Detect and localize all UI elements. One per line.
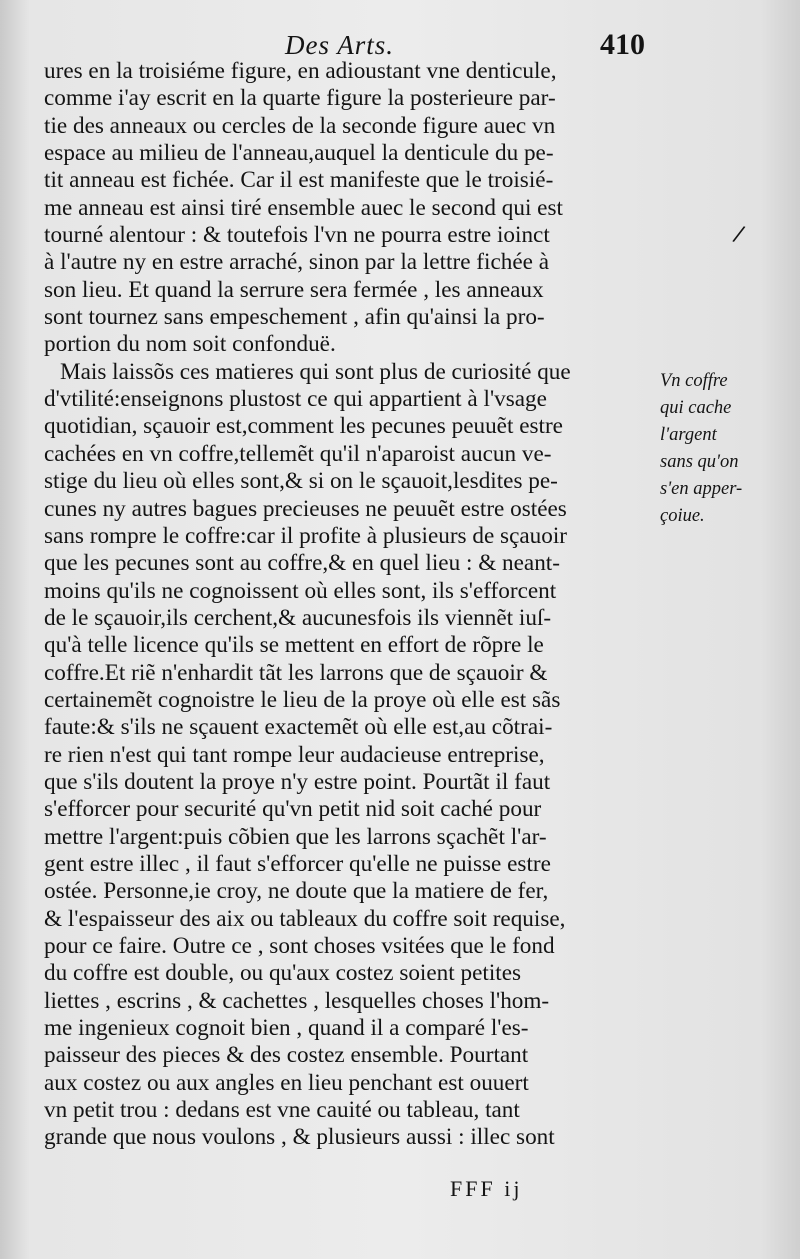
text-line: s'efforcer pour securité qu'vn petit nid soit caché pour <box>44 796 542 823</box>
text-line: que s'ils doutent la proye n'y estre point. Pourtãt il faut <box>44 768 551 795</box>
text-line: gent estre illec , il faut s'efforcer qu'elle ne puisse estre <box>44 850 551 877</box>
page-number: 410 <box>600 28 645 61</box>
text-line: comme i'ay escrit en la quarte figure la posterieure par- <box>44 85 556 112</box>
text-line: mettre l'argent:puis cõbien que les larrons sçachẽt l'ar- <box>44 823 547 850</box>
body-text <box>44 58 656 1152</box>
text-line: paisseur des pieces & des costez ensemble. Pourtant <box>44 1042 529 1069</box>
text-line: cachées en vn coffre,tellemẽt qu'il n'aparoist aucun ve- <box>44 440 552 467</box>
text-line: grande que nous voulons , & plusieurs aussi : illec sont <box>44 1124 555 1151</box>
text-line: coffre.Et riẽ n'enhardit tãt les larrons que de sçauoir & <box>44 659 548 686</box>
text-line: que les pecunes sont au coffre,& en quel lieu : & neant- <box>44 550 560 577</box>
text-line: liettes , escrins , & cachettes , lesquelles choses l'hom- <box>44 987 550 1014</box>
text-line: son lieu. Et quand la serrure sera fermée , les anneaux <box>44 276 544 303</box>
paragraph-start-line: Mais laissõs ces matieres qui sont plus de curiosité que <box>60 358 571 385</box>
text-line: cunes ny autres bagues precieuses ne peuuẽt estre ostées <box>44 495 567 522</box>
text-line: pour ce faire. Outre ce , sont choses vsitées que le fond <box>44 933 555 959</box>
margin-pen-mark: / <box>730 221 747 248</box>
text-line: portion du nom soit confonduë. <box>44 331 336 358</box>
text-line: ures en la troisiéme figure, en adioustant vne denticule, <box>44 58 557 84</box>
text-line: me ingenieux cognoit bien , quand il a comparé l'es- <box>44 1015 529 1042</box>
text-line: stige du lieu où elles sont,& si on le sçauoit,lesdites pe- <box>44 468 558 495</box>
text-line: tit anneau est fichée. Car il est manifeste que le troisié- <box>44 167 554 194</box>
margin-note-line: Vn coffre <box>660 371 728 391</box>
text-line: quotidian, sçauoir est,comment les pecunes peuuẽt estre <box>44 413 563 440</box>
text-line: & l'espaisseur des aix ou tableaux du coffre soit requise, <box>44 905 566 932</box>
marginal-note <box>660 368 795 530</box>
text-line: espace au milieu de l'anneau,auquel la denticule du pe- <box>44 140 554 167</box>
text-line: aux costez ou aux angles en lieu penchant est ouuert <box>44 1069 529 1096</box>
margin-note-line: s'en apper- <box>660 479 743 499</box>
text-line: tie des anneaux ou cercles de la seconde figure auec vn <box>44 112 556 139</box>
running-title: Des Arts. <box>285 30 395 60</box>
text-line: faute:& s'ils ne sçauent exactemẽt où elle est,au cõtrai- <box>44 714 553 741</box>
text-line: me anneau est ainsi tiré ensemble auec le second qui est <box>44 194 563 221</box>
margin-note-line: qui cache <box>660 398 732 418</box>
margin-note-line: çoiue. <box>660 506 705 526</box>
text-line: moins qu'ils ne cognoissent où elles sont, ils s'efforcent <box>44 577 557 604</box>
text-line: ostée. Personne,ie croy, ne doute que la matiere de fer, <box>44 878 549 905</box>
text-line: à l'autre ny en estre arraché, sinon par la lettre fichée à <box>44 249 550 276</box>
signature-mark: FFF ij <box>450 1176 523 1201</box>
text-line: vn petit trou : dedans est vne cauité ou tableau, tant <box>44 1097 520 1124</box>
margin-note-line: l'argent <box>660 425 717 445</box>
text-line: sans rompre le coffre:car il profite à plusieurs de sçauoir <box>44 522 568 549</box>
margin-note-line: sans qu'on <box>660 452 739 472</box>
text-line: tourné alentour : & toutefois l'vn ne pourra estre ioinct <box>44 222 550 249</box>
text-line: de le sçauoir,ils cerchent,& aucunesfois ils viennẽt iuſ- <box>44 604 552 631</box>
text-line: sont tournez sans empeschement , afin qu'ainsi la pro- <box>44 304 545 331</box>
text-line: du coffre est double, ou qu'aux costez soient petites <box>44 960 522 987</box>
text-line: qu'à telle licence qu'ils se mettent en effort de rõpre le <box>44 632 544 659</box>
text-line: re rien n'est qui tant rompe leur audacieuse entreprise, <box>44 741 545 768</box>
text-line: certainemẽt cognoistre le lieu de la proye où elle est sãs <box>44 686 561 713</box>
text-line: d'vtilité:enseignons plustost ce qui appartient à l'vsage <box>44 386 547 413</box>
